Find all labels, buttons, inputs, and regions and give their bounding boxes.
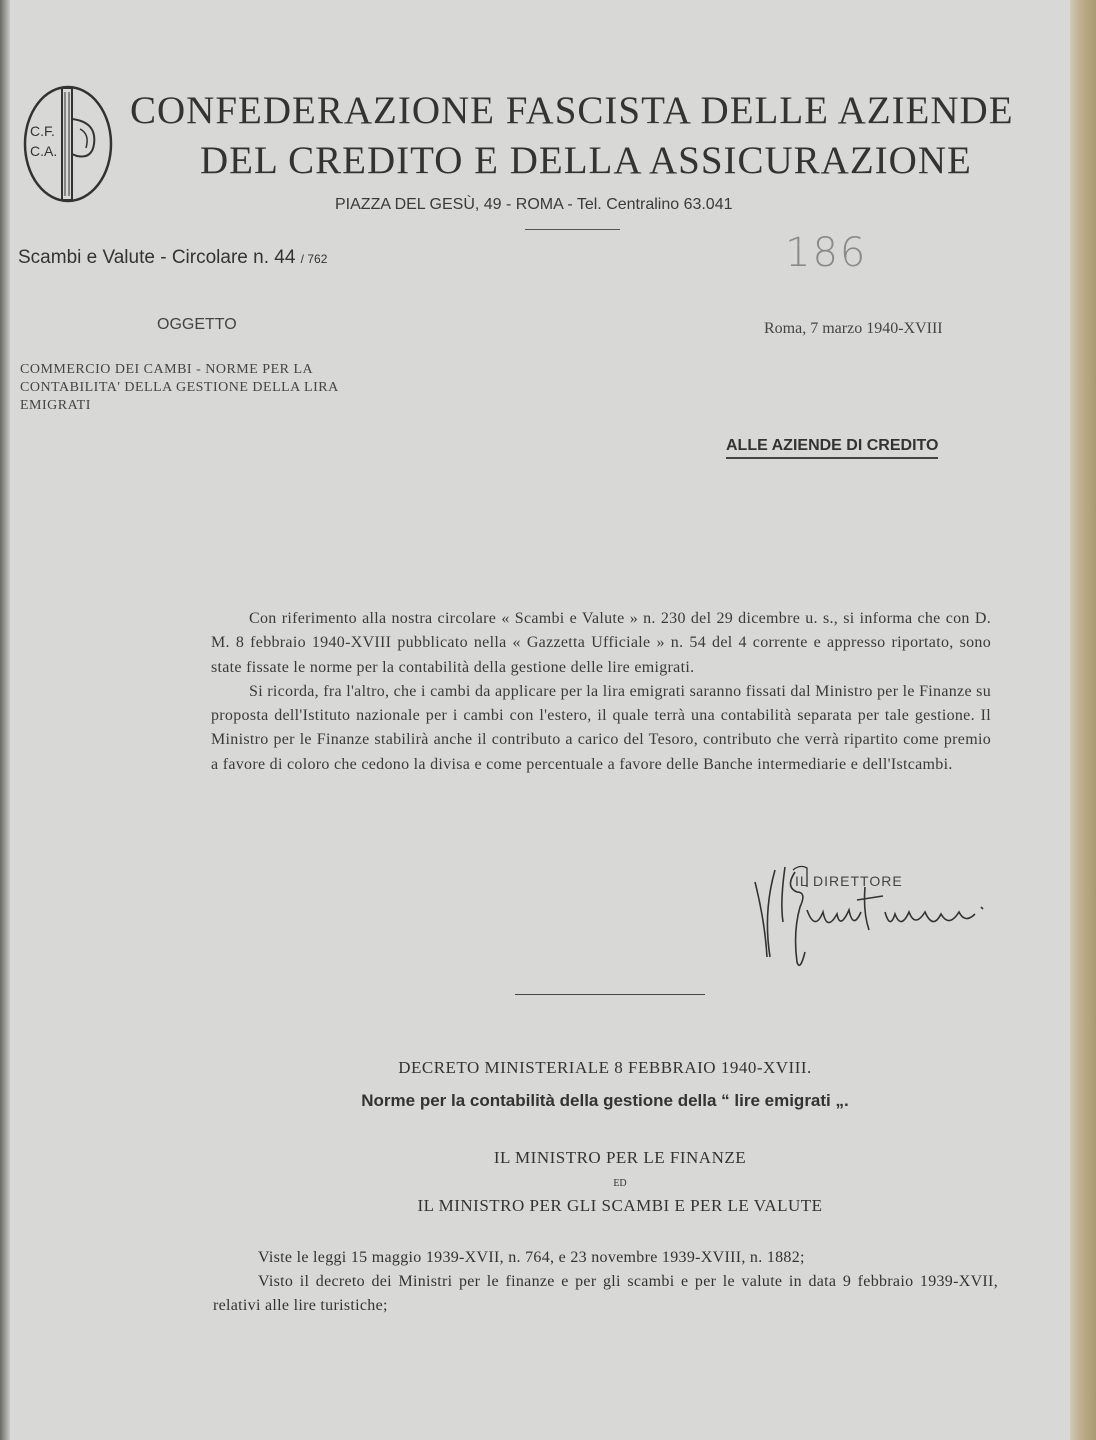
subject-text: COMMERCIO DEI CAMBI - NORME PER LA CONTABILITA' DELLA GESTIONE DELLA LIRA EMIGRATI — [20, 362, 338, 413]
letter-body — [211, 607, 991, 777]
organization-name-line2: DEL CREDITO E DELLA ASSICURAZIONE — [200, 139, 972, 182]
decree-issuer-1: IL MINISTRO PER LE FINANZE — [493, 1148, 747, 1167]
handwritten-number: 186 — [785, 230, 868, 276]
handwritten-signature — [745, 862, 995, 972]
body-paragraph-1: Con riferimento alla nostra circolare « Scambi e Valute » n. 230 del 29 dicembre u. s., si informa che con D. M. 8 febbraio 1940-XVIII pubblicato nella « Gazzetta Ufficiale » n. 54 del 4 corrente e appresso riportato, sono state fissate le norme per la contabilità della gestione delle lire emigrati. — [211, 610, 991, 676]
confederation-logo — [22, 84, 114, 204]
svg-text:C.F.: C.F. — [30, 123, 55, 139]
subject-label: OGGETTO — [157, 316, 237, 333]
decree-title: DECRETO MINISTERIALE 8 FEBBRAIO 1940-XVIII. — [398, 1058, 812, 1077]
page-edge-left — [0, 0, 10, 1440]
page-edge-right — [1070, 0, 1096, 1440]
organization-name-line1: CONFEDERAZIONE FASCISTA DELLE AZIENDE — [130, 89, 1014, 132]
decree-paragraph-1: Viste le leggi 15 maggio 1939-XVII, n. 764, e 23 novembre 1939-XVIII, n. 1882; — [258, 1249, 805, 1266]
organization-address: PIAZZA DEL GESÙ, 49 - ROMA - Tel. Centralino 63.041 — [335, 196, 733, 213]
section-divider — [515, 994, 705, 995]
body-paragraph-2: Si ricorda, fra l'altro, che i cambi da applicare per la lira emigrati saranno fissati dal Ministro per le Finanze su proposta dell'Istituto nazionale per i cambi con l'estero, il quale terrà una contabilità separata per tale gestione. Il Ministro per le Finanze stabilirà anche il contributo a carico del Tesoro, contributo che verrà ripartito come premio a favore di coloro che cedono la divisa e come percentuale a favore delle Banche intermediarie e dell'Istcambi. — [211, 682, 991, 773]
address-divider — [525, 229, 620, 230]
recipient: ALLE AZIENDE DI CREDITO — [726, 437, 938, 459]
svg-text:C.A.: C.A. — [30, 143, 58, 159]
circular-reference — [18, 247, 327, 269]
circular-number: Scambi e Valute - Circolare n. 44 — [18, 247, 296, 268]
decree-paragraph-2: Visto il decreto dei Ministri per le finanze e per gli scambi e per le valute in data 9 febbraio 1939-XVII, relativi alle lire turistiche; — [213, 1273, 998, 1314]
circular-suffix: / 762 — [300, 252, 328, 266]
signature-title: IL DIRETTORE — [795, 873, 903, 889]
decree-conjunction: ED — [613, 1178, 627, 1189]
decree-body — [213, 1246, 998, 1318]
letter-date: Roma, 7 marzo 1940-XVIII — [764, 320, 943, 337]
decree-subtitle: Norme per la contabilità della gestione della “ lire emigrati „. — [361, 1091, 849, 1110]
decree-issuer-2: IL MINISTRO PER GLI SCAMBI E PER LE VALUTE — [417, 1196, 823, 1215]
